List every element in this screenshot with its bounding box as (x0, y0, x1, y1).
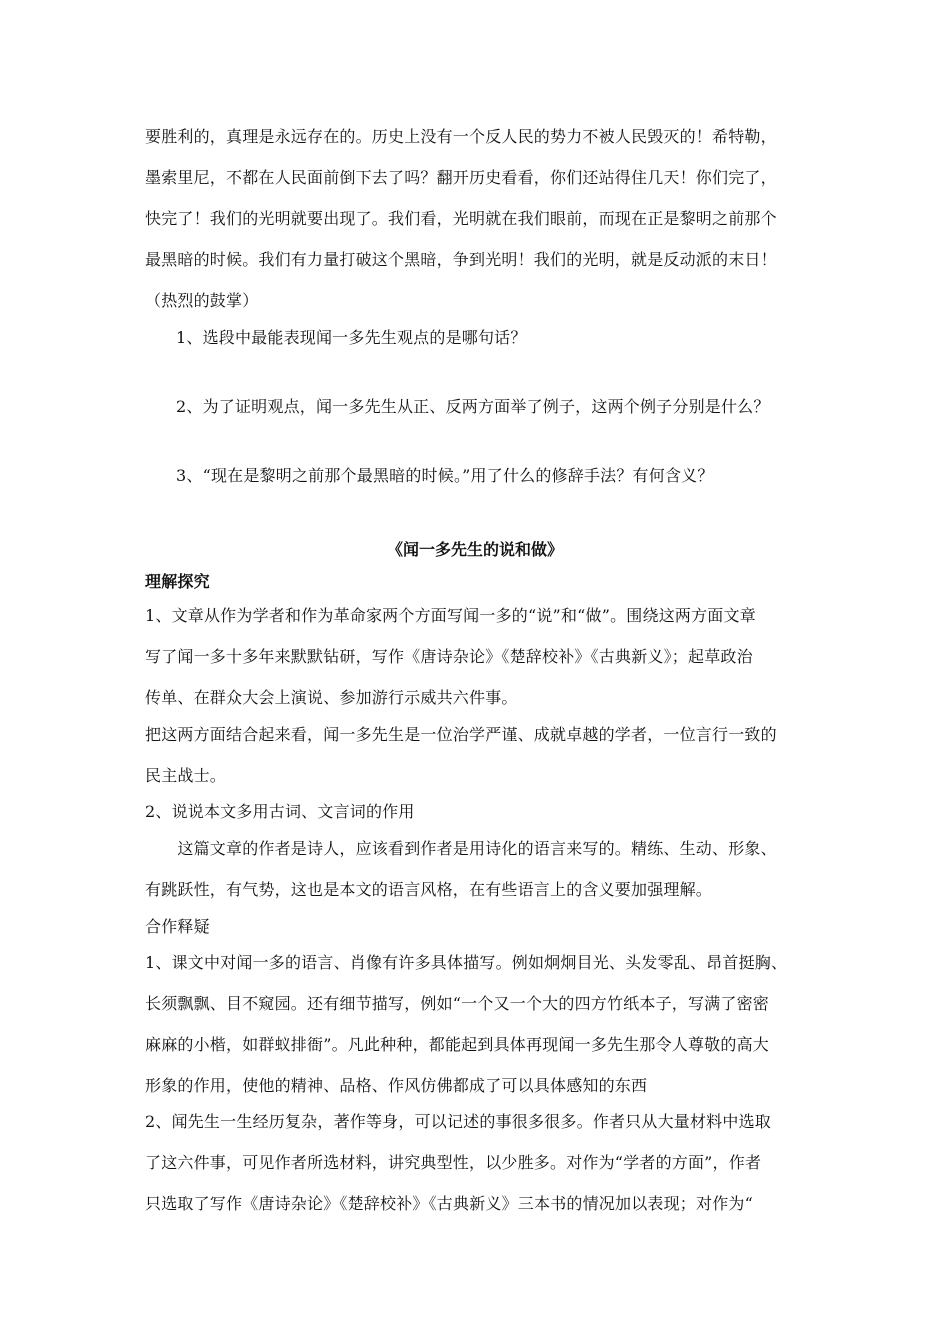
body-line: 1、课文中对闻一多的语言、肖像有许多具体描写。例如炯炯目光、头发零乱、昂首挺胸、 (145, 953, 788, 972)
body-line: 麻麻的小楷，如群蚁排衙”。凡此种种，都能起到具体再现闻一多先生那令人尊敬的高大 (145, 1035, 769, 1054)
body-line: 2、闻先生一生经历复杂，著作等身，可以记述的事很多很多。作者只从大量材料中选取 (145, 1112, 771, 1131)
excerpt-line: 最黑暗的时候。我们有力量打破这个黑暗，争到光明！我们的光明，就是反动派的末日！ (145, 250, 777, 269)
question-2: 2、为了证明观点，闻一多先生从正、反两方面举了例子，这两个例子分别是什么？ (176, 397, 770, 416)
question-3: 3、“现在是黎明之前那个最黑暗的时候。”用了什么的修辞手法？有何含义？ (176, 466, 714, 485)
body-line: 形象的作用，使他的精神、品格、作风仿佛都成了可以具体感知的东西 (145, 1076, 648, 1095)
section-heading: 理解探究 (145, 572, 210, 591)
section-title: 《闻一多先生的说和做》 (386, 540, 563, 559)
body-line: 传单、在群众大会上演说、参加游行示威共六件事。 (145, 688, 518, 707)
body-line: 长须飘飘、目不窥园。还有细节描写，例如“一个又一个大的四方竹纸本子，写满了密密 (145, 994, 769, 1013)
body-line: 民主战士。 (145, 766, 227, 785)
body-line: 这篇文章的作者是诗人，应该看到作者是用诗化的语言来写的。精练、生动、形象、 (145, 839, 777, 858)
body-line: 把这两方面结合起来看，闻一多先生是一位治学严谨、成就卓越的学者，一位言行一致的 (145, 725, 777, 744)
body-line: 只选取了写作《唐诗杂论》《楚辞校补》《古典新义》三本书的情况加以表现；对作为“ (145, 1194, 753, 1213)
body-line: 写了闻一多十多年来默默钻研，写作《唐诗杂论》《楚辞校补》《古典新义》；起草政治 (145, 647, 753, 666)
excerpt-line: 快完了！我们的光明就要出现了。我们看，光明就在我们眼前，而现在正是黎明之前那个 (145, 209, 777, 228)
subheading: 合作释疑 (145, 917, 210, 936)
body-line: 1、文章从作为学者和作为革命家两个方面写闻一多的“说”和“做”。围绕这两方面文章 (145, 606, 756, 625)
body-line: 了这六件事，可见作者所选材料，讲究典型性，以少胜多。对作为“学者的方面”，作者 (145, 1153, 762, 1172)
excerpt-line: （热烈的鼓掌） (145, 291, 259, 310)
excerpt-line: 要胜利的，真理是永远存在的。历史上没有一个反人民的势力不被人民毁灭的！希特勒， (145, 127, 777, 146)
body-line: 有跳跃性，有气势，这也是本文的语言风格，在有些语言上的含义要加强理解。 (145, 880, 713, 899)
excerpt-line: 墨索里尼，不都在人民面前倒下去了吗？翻开历史看看，你们还站得住几天！你们完了， (145, 168, 777, 187)
question-1: 1、选段中最能表现闻一多先生观点的是哪句话？ (176, 328, 527, 347)
body-line: 2、说说本文多用古词、文言词的作用 (145, 802, 415, 821)
